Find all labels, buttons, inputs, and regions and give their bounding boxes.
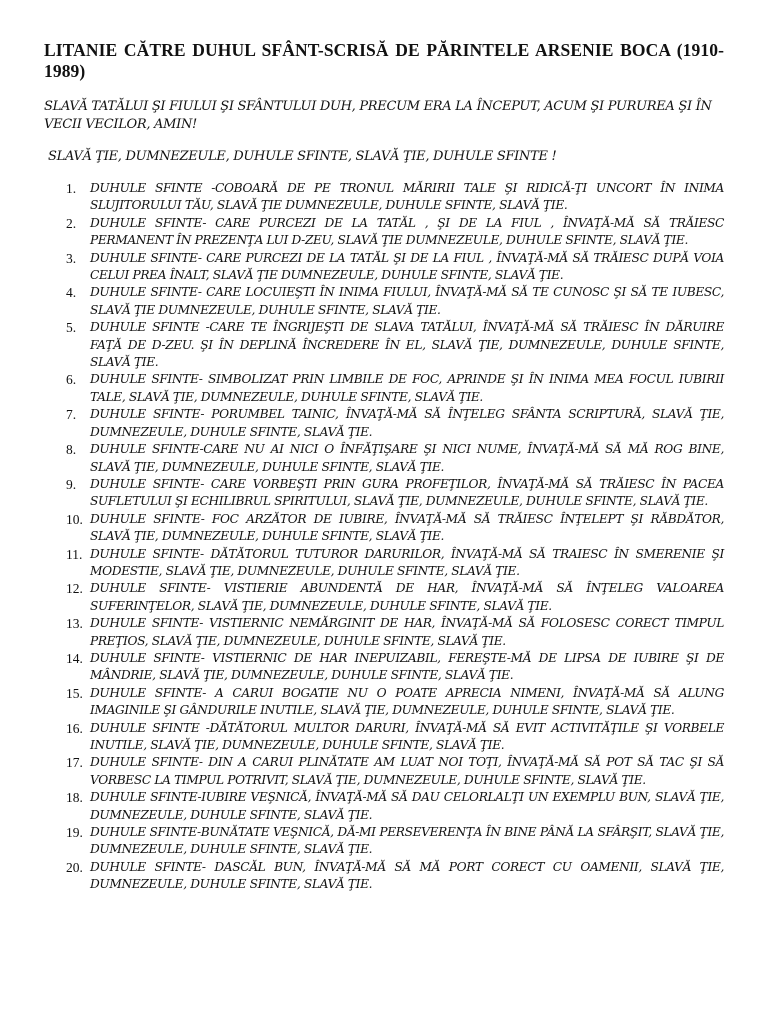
item-text: DUHULE SFINTE- VISTIERIE ABUNDENTĂ DE HAR, ÎNVAŢĂ-MĂ SĂ ÎNŢELEG VALOAREA SUFERINŢELOR, SLAVĂ ŢIE, DUMNEZEULE, DUHULE SFINTE, SLAVĂ ŢIE. — [90, 581, 724, 613]
list-item — [44, 511, 724, 546]
item-number: 11. — [66, 546, 83, 562]
item-number: 7. — [66, 407, 77, 423]
list-item — [44, 824, 724, 859]
list-item — [44, 859, 724, 894]
item-text: DUHULE SFINTE- VISTIERNIC NEMĂRGINIT DE HAR, ÎNVAŢĂ-MĂ SĂ FOLOSESC CORECT TIMPUL PREŢIOS, SLAVĂ ŢIE, DUMNEZEULE, DUHULE SFINTE, SLAVĂ ŢIE. — [90, 616, 724, 648]
item-text: DUHULE SFINTE- FOC ARZĂTOR DE IUBIRE, ÎNVAŢĂ-MĂ SĂ TRĂIESC ÎNŢELEPT ŞI RĂBDĂTOR, SLAVĂ ŢIE, DUMNEZEULE, DUHULE SFINTE, SLAVĂ ŢIE. — [90, 511, 724, 544]
document-page — [44, 40, 724, 894]
item-text: DUHULE SFINTE -COBOARĂ DE PE TRONUL MĂRIRII TALE ŞI RIDICĂ-ŢI UNCORT ÎN INIMA SLUJITORULUI TĂU, SLAVĂ ŢIE DUMNEZEULE, DUHULE SFINTE, SLAVĂ ŢIE. — [90, 181, 724, 213]
item-text: DUHULE SFINTE- A CARUI BOGATIE NU O POATE APRECIA NIMENI, ÎNVAŢĂ-MĂ SĂ ALUNG IMAGINILE ŞI GÂNDURILE INUTILE, SLAVĂ ŢIE, DUMNEZEULE, DUHULE SFINTE, SLAVĂ ŢIE. — [90, 685, 724, 718]
item-number: 14. — [66, 650, 83, 666]
item-text: DUHULE SFINTE- CARE LOCUIEŞTI ÎN INIMA FIULUI, ÎNVAŢĂ-MĂ SĂ TE CUNOSC ŞI SĂ TE IUBESC, SLAVĂ ŢIE DUMNEZEULE, DUHULE SFINTE, SLAVĂ ŢIE. — [90, 285, 724, 317]
list-item — [44, 754, 724, 789]
item-text: DUHULE SFINTE- CARE VORBEŞTI PRIN GURA PROFEŢILOR, ÎNVAŢĂ-MĂ SĂ TRĂIESC ÎN PACEA SUFLETULUI ŞI ECHILIBRUL SPIRITULUI, SLAVĂ ŢIE, DUMNEZEULE, DUHULE SFINTE, SLAVĂ ŢIE. — [90, 476, 724, 509]
list-item — [44, 580, 724, 615]
list-item — [44, 406, 724, 441]
list-item — [44, 319, 724, 371]
item-number: 16. — [66, 720, 83, 736]
item-text: DUHULE SFINTE- CARE PURCEZI DE LA TATĂL , ŞI DE LA FIUL , ÎNVAŢĂ-MĂ SĂ TRĂIESC PERMANENT ÎN PREZENŢA LUI D-ZEU, SLAVĂ ŢIE DUMNEZEULE, DUHULE SFINTE, SLAVĂ ŢIE. — [90, 215, 724, 248]
item-number: 2. — [66, 215, 77, 231]
item-text: DUHULE SFINTE -CARE TE ÎNGRIJEŞTI DE SLAVA TATĂLUI, ÎNVAŢĂ-MĂ SĂ TRĂIESC ÎN DĂRUIRE FAŢĂ DE D-ZEU. ŞI ÎN DEPLINĂ ÎNCREDERE ÎN EL, SLAVĂ ŢIE, DUMNEZEULE, DUHULE SFINTE, SLAVĂ ŢIE. — [90, 320, 724, 370]
list-item — [44, 685, 724, 720]
item-number: 20. — [66, 859, 83, 875]
item-number: 18. — [66, 790, 83, 806]
intro-doxology: SLAVĂ TATĂLUI ŞI FIULUI ŞI SFÂNTULUI DUH, PRECUM ERA LA ÎNCEPUT, ACUM ŞI PURUREA ŞI ÎN VECII VECILOR, AMIN! — [44, 99, 712, 132]
list-item — [44, 215, 724, 250]
list-item — [44, 720, 724, 755]
item-number: 19. — [66, 825, 83, 841]
item-text: DUHULE SFINTE- DIN A CARUI PLINĂTATE AM LUAT NOI TOŢI, ÎNVAŢĂ-MĂ SĂ POT SĂ TAC ŞI SĂ VORBESC LA TIMPUL POTRIVIT, SLAVĂ ŢIE, DUMNEZEULE, DUHULE SFINTE, SLAVĂ ŢIE. — [90, 755, 724, 787]
praise-line: SLAVĂ ŢIE, DUMNEZEULE, DUHULE SFINTE, SLAVĂ ŢIE, DUHULE SFINTE ! — [48, 149, 557, 164]
list-item — [44, 371, 724, 406]
item-text: DUHULE SFINTE-CARE NU AI NICI O ÎNFĂŢIŞARE ŞI NICI NUME, ÎNVAŢĂ-MĂ SĂ MĂ ROG BINE, SLAVĂ ŢIE, DUMNEZEULE, DUHULE SFINTE, SLAVĂ ŢIE. — [90, 442, 724, 474]
item-text: DUHULE SFINTE-IUBIRE VEŞNICĂ, ÎNVAŢĂ-MĂ SĂ DAU CELORLALŢI UN EXEMPLU BUN, SLAVĂ ŢIE, DUMNEZEULE, DUHULE SFINTE, SLAVĂ ŢIE. — [90, 790, 724, 822]
item-text: DUHULE SFINTE -DĂTĂTORUL MULTOR DARURI, ÎNVAŢĂ-MĂ SĂ EVIT ACTIVITĂŢILE ŞI VORBELE INUTILE, SLAVĂ ŢIE, DUMNEZEULE, DUHULE SFINTE, SLAVĂ ŢIE. — [90, 720, 724, 752]
item-number: 6. — [66, 372, 77, 388]
item-number: 12. — [66, 581, 83, 597]
litany-list — [44, 180, 724, 894]
document-title: LITANIE CĂTRE DUHUL SFÂNT-SCRISĂ DE PĂRINTELE ARSENIE BOCA (1910-1989) — [44, 40, 724, 81]
item-number: 15. — [66, 685, 83, 701]
list-item — [44, 284, 724, 319]
list-item — [44, 650, 724, 685]
list-item — [44, 441, 724, 476]
item-number: 3. — [66, 250, 77, 266]
item-number: 13. — [66, 616, 83, 632]
item-number: 17. — [66, 755, 83, 771]
item-text: DUHULE SFINTE- DĂTĂTORUL TUTUROR DARURILOR, ÎNVAŢĂ-MĂ SĂ TRAIESC ÎN SMERENIE ŞI MODESTIE, SLAVĂ ŢIE, DUMNEZEULE, DUHULE SFINTE, SLAVĂ ŢIE. — [90, 546, 724, 578]
item-number: 9. — [66, 476, 77, 492]
list-item — [44, 546, 724, 581]
item-text: DUHULE SFINTE-BUNĂTATE VEŞNICĂ, DĂ-MI PERSEVERENŢA ÎN BINE PÂNĂ LA SFÂRŞIT, SLAVĂ ŢIE, DUMNEZEULE, DUHULE SFINTE, SLAVĂ ŢIE. — [90, 825, 724, 857]
item-text: DUHULE SFINTE- DASCĂL BUN, ÎNVAŢĂ-MĂ SĂ MĂ PORT CORECT CU OAMENII, SLAVĂ ŢIE, DUMNEZEULE, DUHULE SFINTE, SLAVĂ ŢIE. — [90, 859, 724, 892]
item-number: 10. — [66, 511, 83, 527]
item-text: DUHULE SFINTE- CARE PURCEZI DE LA TATĂL ŞI DE LA FIUL , ÎNVAŢĂ-MĂ SĂ TRĂIESC DUPĂ VOIA CELUI PREA ÎNALT, SLAVĂ ŢIE DUMNEZEULE, DUHULE SFINTE, SLAVĂ ŢIE. — [90, 250, 724, 283]
item-number: 8. — [66, 442, 77, 458]
list-item — [44, 250, 724, 285]
list-item — [44, 615, 724, 650]
item-text: DUHULE SFINTE- VISTIERNIC DE HAR INEPUIZABIL, FEREŞTE-MĂ DE LIPSA DE IUBIRE ŞI DE MÂNDRIE, SLAVĂ ŢIE, DUMNEZEULE, DUHULE SFINTE, SLAVĂ ŢIE. — [90, 650, 724, 683]
item-text: DUHULE SFINTE- PORUMBEL TAINIC, ÎNVAŢĂ-MĂ SĂ ÎNŢELEG SFÂNTA SCRIPTURĂ, SLAVĂ ŢIE, DUMNEZEULE, DUHULE SFINTE, SLAVĂ ŢIE. — [90, 407, 724, 439]
item-number: 4. — [66, 285, 77, 301]
list-item — [44, 180, 724, 215]
item-number: 5. — [66, 320, 77, 336]
list-item — [44, 789, 724, 824]
list-item — [44, 476, 724, 511]
item-text: DUHULE SFINTE- SIMBOLIZAT PRIN LIMBILE DE FOC, APRINDE ŞI ÎN INIMA MEA FOCUL IUBIRII TALE, SLAVĂ ŢIE, DUMNEZEULE, DUHULE SFINTE, SLAVĂ ŢIE. — [90, 372, 724, 404]
item-number: 1. — [66, 181, 77, 196]
